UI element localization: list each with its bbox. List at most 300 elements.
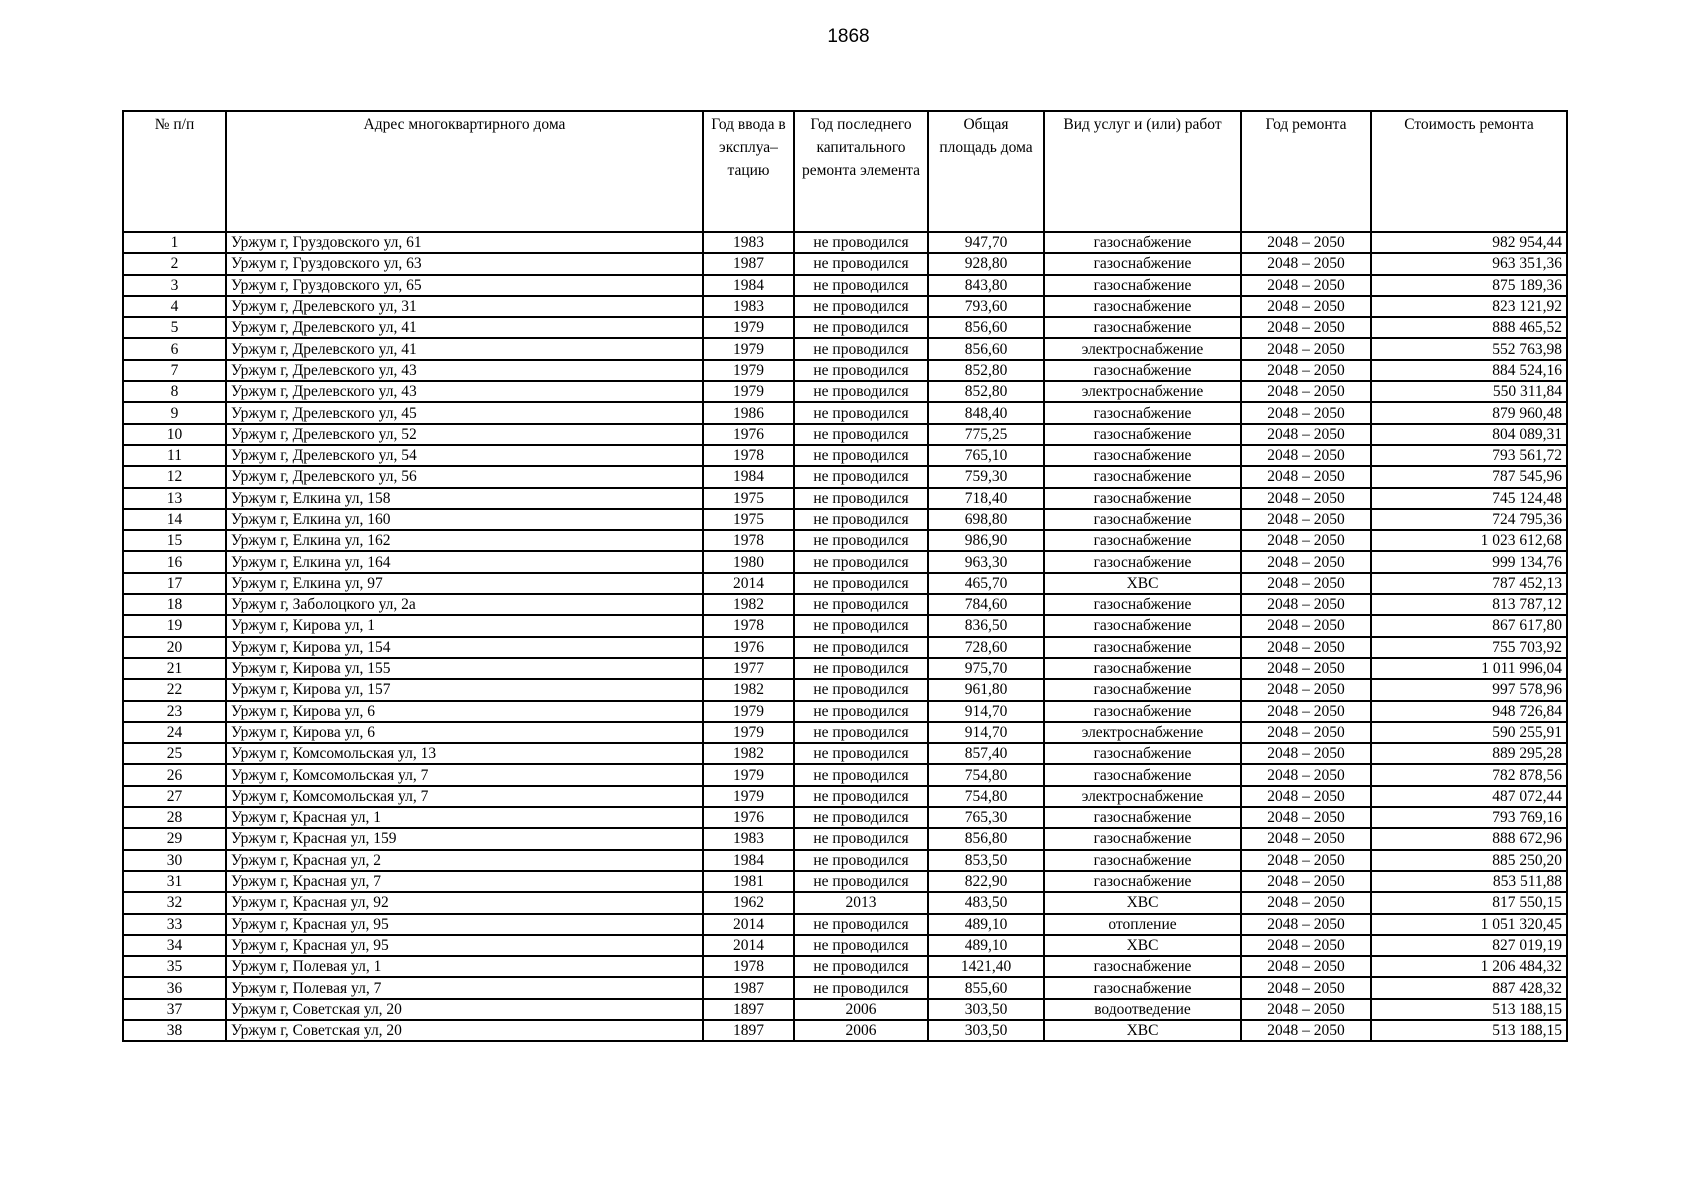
- cell-service: газоснабжение: [1044, 253, 1241, 274]
- cell-num: 34: [123, 935, 226, 956]
- cell-year-built: 1979: [703, 360, 794, 381]
- cell-address: Уржум г, Красная ул, 159: [226, 828, 703, 849]
- cell-repair-period: 2048 – 2050: [1241, 956, 1371, 977]
- cell-repair-period: 2048 – 2050: [1241, 466, 1371, 487]
- table-row: [123, 615, 1567, 636]
- cell-area: 914,70: [928, 701, 1044, 722]
- table-row: [123, 828, 1567, 849]
- cell-year-built: 2014: [703, 573, 794, 594]
- cell-repair-period: 2048 – 2050: [1241, 424, 1371, 445]
- cell-repair-period: 2048 – 2050: [1241, 594, 1371, 615]
- cell-last-repair: не проводился: [794, 530, 928, 551]
- cell-num: 36: [123, 977, 226, 998]
- cell-area: 963,30: [928, 551, 1044, 572]
- table-row: [123, 977, 1567, 998]
- cell-service: газоснабжение: [1044, 764, 1241, 785]
- cell-year-built: 1979: [703, 701, 794, 722]
- cell-address: Уржум г, Груздовского ул, 61: [226, 232, 703, 253]
- cell-service: газоснабжение: [1044, 871, 1241, 892]
- cell-cost: 867 617,80: [1371, 615, 1567, 636]
- cell-num: 7: [123, 360, 226, 381]
- cell-cost: 590 255,91: [1371, 722, 1567, 743]
- repair-registry-table: [122, 110, 1568, 1042]
- cell-address: Уржум г, Кирова ул, 157: [226, 679, 703, 700]
- table-row: [123, 743, 1567, 764]
- cell-num: 24: [123, 722, 226, 743]
- cell-year-built: 1987: [703, 977, 794, 998]
- cell-service: газоснабжение: [1044, 828, 1241, 849]
- cell-num: 11: [123, 445, 226, 466]
- cell-address: Уржум г, Комсомольская ул, 7: [226, 764, 703, 785]
- cell-cost: 982 954,44: [1371, 232, 1567, 253]
- cell-service: газоснабжение: [1044, 637, 1241, 658]
- cell-address: Уржум г, Красная ул, 95: [226, 914, 703, 935]
- table-row: [123, 317, 1567, 338]
- cell-num: 30: [123, 850, 226, 871]
- cell-area: 754,80: [928, 786, 1044, 807]
- cell-cost: 997 578,96: [1371, 679, 1567, 700]
- cell-address: Уржум г, Дрелевского ул, 56: [226, 466, 703, 487]
- cell-service: газоснабжение: [1044, 296, 1241, 317]
- cell-service: газоснабжение: [1044, 402, 1241, 423]
- cell-repair-period: 2048 – 2050: [1241, 573, 1371, 594]
- cell-cost: 793 561,72: [1371, 445, 1567, 466]
- cell-area: 765,10: [928, 445, 1044, 466]
- cell-area: 975,70: [928, 658, 1044, 679]
- table-row: [123, 1020, 1567, 1041]
- cell-num: 17: [123, 573, 226, 594]
- cell-year-built: 1982: [703, 679, 794, 700]
- cell-year-built: 1979: [703, 786, 794, 807]
- cell-repair-period: 2048 – 2050: [1241, 914, 1371, 935]
- table-row: [123, 764, 1567, 785]
- cell-repair-period: 2048 – 2050: [1241, 850, 1371, 871]
- cell-last-repair: не проводился: [794, 594, 928, 615]
- cell-cost: 879 960,48: [1371, 402, 1567, 423]
- cell-year-built: 1983: [703, 828, 794, 849]
- cell-area: 853,50: [928, 850, 1044, 871]
- cell-num: 18: [123, 594, 226, 615]
- cell-area: 489,10: [928, 935, 1044, 956]
- cell-service: газоснабжение: [1044, 551, 1241, 572]
- cell-cost: 884 524,16: [1371, 360, 1567, 381]
- cell-repair-period: 2048 – 2050: [1241, 402, 1371, 423]
- cell-cost: 513 188,15: [1371, 1020, 1567, 1041]
- cell-num: 9: [123, 402, 226, 423]
- cell-last-repair: не проводился: [794, 722, 928, 743]
- cell-service: газоснабжение: [1044, 445, 1241, 466]
- cell-cost: 755 703,92: [1371, 637, 1567, 658]
- cell-repair-period: 2048 – 2050: [1241, 935, 1371, 956]
- cell-area: 856,60: [928, 338, 1044, 359]
- cell-year-built: 1982: [703, 743, 794, 764]
- cell-address: Уржум г, Елкина ул, 97: [226, 573, 703, 594]
- cell-num: 38: [123, 1020, 226, 1041]
- cell-num: 5: [123, 317, 226, 338]
- cell-area: 852,80: [928, 360, 1044, 381]
- cell-cost: 1 206 484,32: [1371, 956, 1567, 977]
- cell-address: Уржум г, Груздовского ул, 63: [226, 253, 703, 274]
- cell-cost: 889 295,28: [1371, 743, 1567, 764]
- cell-service: газоснабжение: [1044, 232, 1241, 253]
- cell-cost: 887 428,32: [1371, 977, 1567, 998]
- cell-address: Уржум г, Дрелевского ул, 52: [226, 424, 703, 445]
- table-row: [123, 488, 1567, 509]
- cell-address: Уржум г, Елкина ул, 164: [226, 551, 703, 572]
- cell-last-repair: не проводился: [794, 658, 928, 679]
- cell-cost: 817 550,15: [1371, 892, 1567, 913]
- cell-service: ХВС: [1044, 892, 1241, 913]
- table-row: [123, 573, 1567, 594]
- cell-repair-period: 2048 – 2050: [1241, 232, 1371, 253]
- cell-repair-period: 2048 – 2050: [1241, 701, 1371, 722]
- cell-repair-period: 2048 – 2050: [1241, 764, 1371, 785]
- cell-repair-period: 2048 – 2050: [1241, 658, 1371, 679]
- cell-repair-period: 2048 – 2050: [1241, 786, 1371, 807]
- cell-address: Уржум г, Дрелевского ул, 45: [226, 402, 703, 423]
- cell-repair-period: 2048 – 2050: [1241, 871, 1371, 892]
- cell-service: газоснабжение: [1044, 488, 1241, 509]
- cell-year-built: 1979: [703, 381, 794, 402]
- cell-cost: 745 124,48: [1371, 488, 1567, 509]
- cell-num: 15: [123, 530, 226, 551]
- cell-last-repair: не проводился: [794, 701, 928, 722]
- cell-cost: 999 134,76: [1371, 551, 1567, 572]
- cell-address: Уржум г, Дрелевского ул, 54: [226, 445, 703, 466]
- cell-last-repair: не проводился: [794, 764, 928, 785]
- cell-repair-period: 2048 – 2050: [1241, 530, 1371, 551]
- cell-service: газоснабжение: [1044, 530, 1241, 551]
- header-last-repair: Год последнего капитального ремонта элемента: [794, 111, 928, 232]
- cell-last-repair: не проводился: [794, 253, 928, 274]
- cell-area: 843,80: [928, 275, 1044, 296]
- cell-num: 21: [123, 658, 226, 679]
- cell-service: электроснабжение: [1044, 786, 1241, 807]
- cell-service: газоснабжение: [1044, 317, 1241, 338]
- cell-num: 23: [123, 701, 226, 722]
- header-service: Вид услуг и (или) работ: [1044, 111, 1241, 232]
- cell-num: 35: [123, 956, 226, 977]
- cell-cost: 513 188,15: [1371, 999, 1567, 1020]
- cell-year-built: 1987: [703, 253, 794, 274]
- header-year-built: Год ввода в эксплуа–тацию: [703, 111, 794, 232]
- cell-repair-period: 2048 – 2050: [1241, 338, 1371, 359]
- cell-cost: 853 511,88: [1371, 871, 1567, 892]
- cell-last-repair: 2013: [794, 892, 928, 913]
- cell-cost: 724 795,36: [1371, 509, 1567, 530]
- cell-year-built: 1983: [703, 232, 794, 253]
- cell-num: 4: [123, 296, 226, 317]
- cell-area: 857,40: [928, 743, 1044, 764]
- cell-service: ХВС: [1044, 935, 1241, 956]
- cell-area: 303,50: [928, 1020, 1044, 1041]
- cell-area: 961,80: [928, 679, 1044, 700]
- cell-repair-period: 2048 – 2050: [1241, 1020, 1371, 1041]
- table-row: [123, 360, 1567, 381]
- cell-address: Уржум г, Полевая ул, 7: [226, 977, 703, 998]
- cell-area: 465,70: [928, 573, 1044, 594]
- cell-num: 10: [123, 424, 226, 445]
- cell-year-built: 1979: [703, 722, 794, 743]
- table-row: [123, 701, 1567, 722]
- cell-address: Уржум г, Советская ул, 20: [226, 1020, 703, 1041]
- cell-area: 784,60: [928, 594, 1044, 615]
- cell-last-repair: не проводился: [794, 637, 928, 658]
- cell-address: Уржум г, Красная ул, 92: [226, 892, 703, 913]
- cell-last-repair: не проводился: [794, 679, 928, 700]
- table-row: [123, 338, 1567, 359]
- cell-last-repair: 2006: [794, 1020, 928, 1041]
- cell-year-built: 1984: [703, 275, 794, 296]
- cell-year-built: 1984: [703, 850, 794, 871]
- cell-address: Уржум г, Дрелевского ул, 41: [226, 338, 703, 359]
- cell-address: Уржум г, Советская ул, 20: [226, 999, 703, 1020]
- table-row: [123, 786, 1567, 807]
- cell-year-built: 1979: [703, 338, 794, 359]
- cell-year-built: 1976: [703, 807, 794, 828]
- cell-repair-period: 2048 – 2050: [1241, 275, 1371, 296]
- table-header: [123, 111, 1567, 232]
- cell-cost: 875 189,36: [1371, 275, 1567, 296]
- cell-last-repair: не проводился: [794, 914, 928, 935]
- cell-last-repair: не проводился: [794, 615, 928, 636]
- cell-year-built: 1983: [703, 296, 794, 317]
- cell-cost: 888 465,52: [1371, 317, 1567, 338]
- cell-service: электроснабжение: [1044, 381, 1241, 402]
- cell-year-built: 1975: [703, 509, 794, 530]
- cell-last-repair: не проводился: [794, 424, 928, 445]
- cell-last-repair: не проводился: [794, 317, 928, 338]
- cell-repair-period: 2048 – 2050: [1241, 828, 1371, 849]
- cell-area: 728,60: [928, 637, 1044, 658]
- cell-year-built: 1897: [703, 1020, 794, 1041]
- cell-area: 489,10: [928, 914, 1044, 935]
- cell-repair-period: 2048 – 2050: [1241, 551, 1371, 572]
- cell-year-built: 1962: [703, 892, 794, 913]
- cell-last-repair: не проводился: [794, 381, 928, 402]
- cell-last-repair: не проводился: [794, 977, 928, 998]
- cell-address: Уржум г, Кирова ул, 155: [226, 658, 703, 679]
- cell-service: электроснабжение: [1044, 338, 1241, 359]
- cell-service: ХВС: [1044, 1020, 1241, 1041]
- cell-last-repair: не проводился: [794, 402, 928, 423]
- cell-repair-period: 2048 – 2050: [1241, 296, 1371, 317]
- cell-cost: 1 023 612,68: [1371, 530, 1567, 551]
- cell-cost: 782 878,56: [1371, 764, 1567, 785]
- cell-area: 848,40: [928, 402, 1044, 423]
- cell-address: Уржум г, Красная ул, 7: [226, 871, 703, 892]
- cell-address: Уржум г, Елкина ул, 162: [226, 530, 703, 551]
- cell-service: газоснабжение: [1044, 701, 1241, 722]
- cell-year-built: 1978: [703, 530, 794, 551]
- table-row: [123, 424, 1567, 445]
- table-row: [123, 296, 1567, 317]
- table-row: [123, 956, 1567, 977]
- cell-year-built: 1984: [703, 466, 794, 487]
- table-row: [123, 466, 1567, 487]
- cell-year-built: 1978: [703, 445, 794, 466]
- cell-year-built: 1976: [703, 424, 794, 445]
- cell-repair-period: 2048 – 2050: [1241, 977, 1371, 998]
- cell-num: 20: [123, 637, 226, 658]
- cell-cost: 1 011 996,04: [1371, 658, 1567, 679]
- table-row: [123, 637, 1567, 658]
- cell-last-repair: не проводился: [794, 956, 928, 977]
- table-row: [123, 658, 1567, 679]
- table-row: [123, 232, 1567, 253]
- cell-num: 19: [123, 615, 226, 636]
- table-row: [123, 402, 1567, 423]
- cell-address: Уржум г, Красная ул, 2: [226, 850, 703, 871]
- cell-last-repair: не проводился: [794, 743, 928, 764]
- cell-cost: 804 089,31: [1371, 424, 1567, 445]
- cell-num: 28: [123, 807, 226, 828]
- cell-service: газоснабжение: [1044, 615, 1241, 636]
- table-row: [123, 679, 1567, 700]
- cell-area: 856,60: [928, 317, 1044, 338]
- cell-cost: 813 787,12: [1371, 594, 1567, 615]
- cell-cost: 1 051 320,45: [1371, 914, 1567, 935]
- cell-service: газоснабжение: [1044, 977, 1241, 998]
- cell-service: газоснабжение: [1044, 275, 1241, 296]
- table-row: [123, 999, 1567, 1020]
- cell-year-built: 1977: [703, 658, 794, 679]
- cell-area: 928,80: [928, 253, 1044, 274]
- cell-address: Уржум г, Груздовского ул, 65: [226, 275, 703, 296]
- cell-last-repair: не проводился: [794, 466, 928, 487]
- cell-service: отопление: [1044, 914, 1241, 935]
- table-row: [123, 275, 1567, 296]
- cell-num: 6: [123, 338, 226, 359]
- cell-address: Уржум г, Полевая ул, 1: [226, 956, 703, 977]
- table-row: [123, 551, 1567, 572]
- cell-area: 765,30: [928, 807, 1044, 828]
- cell-service: газоснабжение: [1044, 424, 1241, 445]
- cell-address: Уржум г, Дрелевского ул, 31: [226, 296, 703, 317]
- cell-area: 986,90: [928, 530, 1044, 551]
- cell-area: 947,70: [928, 232, 1044, 253]
- cell-service: газоснабжение: [1044, 807, 1241, 828]
- cell-area: 718,40: [928, 488, 1044, 509]
- cell-service: газоснабжение: [1044, 850, 1241, 871]
- header-row: [123, 111, 1567, 232]
- cell-repair-period: 2048 – 2050: [1241, 445, 1371, 466]
- cell-repair-period: 2048 – 2050: [1241, 807, 1371, 828]
- table-row: [123, 381, 1567, 402]
- cell-year-built: 1980: [703, 551, 794, 572]
- cell-repair-period: 2048 – 2050: [1241, 381, 1371, 402]
- table-row: [123, 253, 1567, 274]
- cell-year-built: 1981: [703, 871, 794, 892]
- cell-address: Уржум г, Дрелевского ул, 41: [226, 317, 703, 338]
- cell-repair-period: 2048 – 2050: [1241, 253, 1371, 274]
- cell-area: 793,60: [928, 296, 1044, 317]
- cell-service: газоснабжение: [1044, 679, 1241, 700]
- cell-last-repair: не проводился: [794, 488, 928, 509]
- cell-repair-period: 2048 – 2050: [1241, 360, 1371, 381]
- cell-last-repair: не проводился: [794, 828, 928, 849]
- cell-num: 2: [123, 253, 226, 274]
- table-row: [123, 892, 1567, 913]
- cell-year-built: 2014: [703, 935, 794, 956]
- cell-last-repair: не проводился: [794, 296, 928, 317]
- cell-service: ХВС: [1044, 573, 1241, 594]
- header-address: Адрес многоквартирного дома: [226, 111, 703, 232]
- table-row: [123, 935, 1567, 956]
- cell-last-repair: не проводился: [794, 445, 928, 466]
- cell-service: газоснабжение: [1044, 743, 1241, 764]
- cell-year-built: 1975: [703, 488, 794, 509]
- cell-num: 22: [123, 679, 226, 700]
- cell-repair-period: 2048 – 2050: [1241, 679, 1371, 700]
- cell-num: 37: [123, 999, 226, 1020]
- cell-area: 914,70: [928, 722, 1044, 743]
- cell-address: Уржум г, Дрелевского ул, 43: [226, 381, 703, 402]
- cell-cost: 787 452,13: [1371, 573, 1567, 594]
- cell-address: Уржум г, Кирова ул, 154: [226, 637, 703, 658]
- table-row: [123, 850, 1567, 871]
- table-body: [123, 232, 1567, 1041]
- cell-area: 1421,40: [928, 956, 1044, 977]
- cell-area: 303,50: [928, 999, 1044, 1020]
- cell-num: 13: [123, 488, 226, 509]
- cell-repair-period: 2048 – 2050: [1241, 999, 1371, 1020]
- cell-year-built: 1986: [703, 402, 794, 423]
- cell-service: газоснабжение: [1044, 466, 1241, 487]
- cell-num: 33: [123, 914, 226, 935]
- cell-repair-period: 2048 – 2050: [1241, 509, 1371, 530]
- cell-service: газоснабжение: [1044, 360, 1241, 381]
- cell-area: 836,50: [928, 615, 1044, 636]
- table-row: [123, 445, 1567, 466]
- cell-address: Уржум г, Елкина ул, 160: [226, 509, 703, 530]
- cell-area: 856,80: [928, 828, 1044, 849]
- table-row: [123, 807, 1567, 828]
- cell-address: Уржум г, Кирова ул, 1: [226, 615, 703, 636]
- cell-area: 759,30: [928, 466, 1044, 487]
- cell-repair-period: 2048 – 2050: [1241, 488, 1371, 509]
- cell-address: Уржум г, Комсомольская ул, 7: [226, 786, 703, 807]
- cell-year-built: 1978: [703, 615, 794, 636]
- cell-cost: 827 019,19: [1371, 935, 1567, 956]
- cell-last-repair: не проводился: [794, 551, 928, 572]
- cell-year-built: 1976: [703, 637, 794, 658]
- cell-area: 852,80: [928, 381, 1044, 402]
- cell-year-built: 1897: [703, 999, 794, 1020]
- cell-last-repair: не проводился: [794, 935, 928, 956]
- cell-last-repair: не проводился: [794, 573, 928, 594]
- cell-num: 32: [123, 892, 226, 913]
- cell-repair-period: 2048 – 2050: [1241, 892, 1371, 913]
- cell-area: 855,60: [928, 977, 1044, 998]
- cell-cost: 888 672,96: [1371, 828, 1567, 849]
- cell-cost: 948 726,84: [1371, 701, 1567, 722]
- cell-cost: 885 250,20: [1371, 850, 1567, 871]
- cell-cost: 787 545,96: [1371, 466, 1567, 487]
- cell-area: 775,25: [928, 424, 1044, 445]
- cell-num: 27: [123, 786, 226, 807]
- cell-year-built: 2014: [703, 914, 794, 935]
- cell-cost: 963 351,36: [1371, 253, 1567, 274]
- cell-last-repair: не проводился: [794, 786, 928, 807]
- cell-last-repair: 2006: [794, 999, 928, 1020]
- cell-address: Уржум г, Кирова ул, 6: [226, 701, 703, 722]
- cell-last-repair: не проводился: [794, 275, 928, 296]
- header-repair-period: Год ремонта: [1241, 111, 1371, 232]
- cell-area: 698,80: [928, 509, 1044, 530]
- cell-service: электроснабжение: [1044, 722, 1241, 743]
- cell-year-built: 1979: [703, 764, 794, 785]
